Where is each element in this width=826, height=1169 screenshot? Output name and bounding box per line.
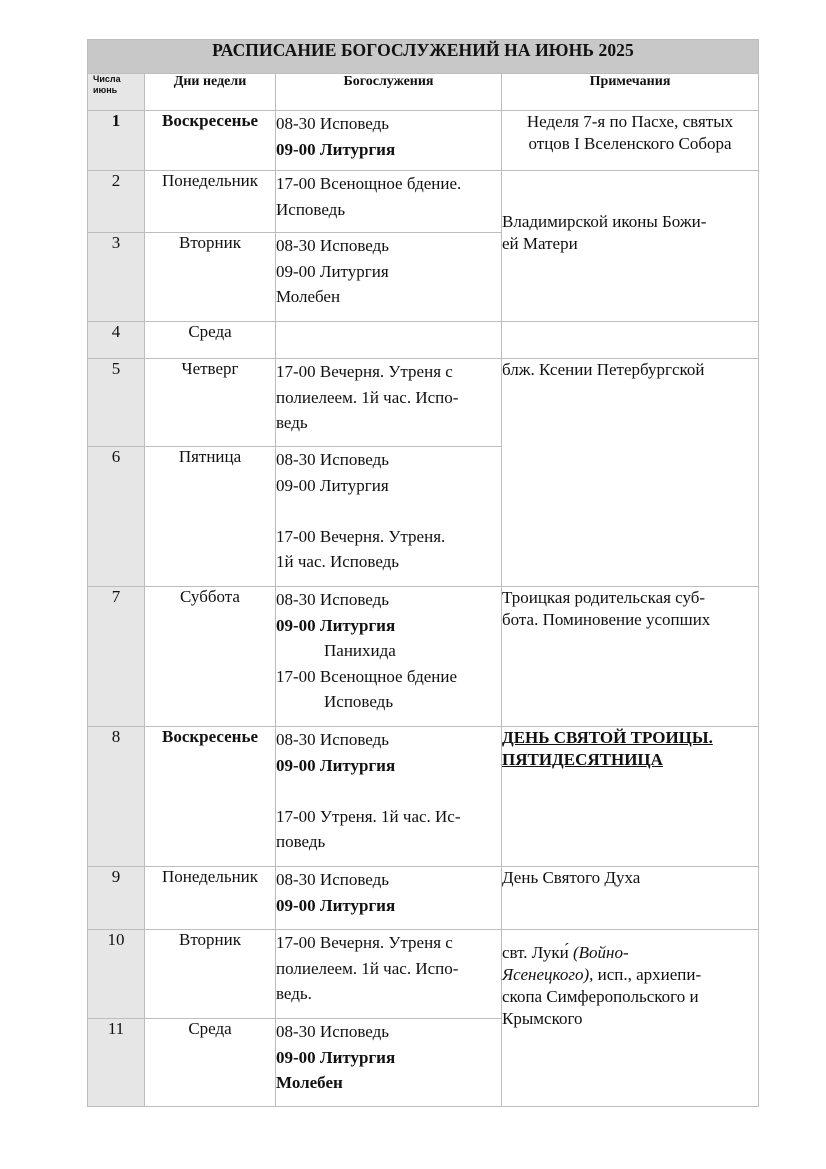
feast-title: ДЕНЬ СВЯТОЙ ТРОИЦЫ.	[502, 728, 713, 747]
weekday-cell: Понедельник	[145, 867, 276, 930]
note-cell: День Святого Духа	[502, 867, 759, 930]
note-cell: Неделя 7-я по Пасхе, святых отцов I Вселенского Собора	[502, 111, 759, 171]
table-row	[88, 727, 759, 867]
service-line: 17-00 Всенощное бдение.	[276, 174, 462, 193]
service-line: 17-00 Утреня. 1й час. Ис-	[276, 806, 461, 826]
service-line: полиелеем. 1й час. Испо-	[276, 387, 459, 407]
service-line: 08-30 Исповедь	[276, 1022, 389, 1041]
service-line: 09-00 Литургия	[276, 475, 389, 495]
date-cell: 8	[88, 727, 145, 867]
services-cell	[276, 233, 502, 322]
services-cell	[276, 322, 502, 359]
services-cell	[276, 447, 502, 587]
date-cell: 7	[88, 587, 145, 727]
service-line: Панихида	[324, 641, 396, 660]
service-line: 09-00 Литургия	[276, 895, 396, 915]
note-cell: блж. Ксении Петербургской	[502, 359, 759, 587]
date-cell: 5	[88, 359, 145, 447]
table-row	[88, 867, 759, 930]
weekday-cell: Пятница	[145, 447, 276, 587]
service-line: 08-30 Исповедь	[276, 236, 389, 255]
date-cell: 4	[88, 322, 145, 359]
service-line: Исповедь	[276, 199, 346, 219]
service-line: 09-00 Литургия	[276, 139, 396, 159]
note-cell: свт. Луки́ (Войно- Ясенецкого), исп., архиепи- скопа Симферопольского и Крымского	[502, 930, 759, 1107]
weekday-cell: Воскресенье	[145, 111, 276, 171]
weekday-cell: Вторник	[145, 930, 276, 1019]
service-line: 08-30 Исповедь	[276, 450, 389, 469]
service-line: 08-30 Исповедь	[276, 870, 389, 889]
services-cell	[276, 359, 502, 447]
date-cell: 10	[88, 930, 145, 1019]
weekday-cell: Среда	[145, 322, 276, 359]
service-line: 17-00 Всенощное бдение	[276, 666, 457, 686]
date-cell: 9	[88, 867, 145, 930]
services-cell	[276, 587, 502, 727]
service-line: Молебен	[276, 1073, 343, 1092]
service-line: 08-30 Исповедь	[276, 114, 389, 133]
note-cell: Троицкая родительская суб- бота. Поминовение усопших	[502, 587, 759, 727]
service-line: 09-00 Литургия	[276, 1047, 396, 1067]
note-cell	[502, 322, 759, 359]
column-header-services: Богослужения	[276, 74, 502, 111]
table-row	[88, 171, 759, 233]
feast-subtitle: ПЯТИДЕСЯТНИЦА	[502, 750, 663, 769]
service-line: ведь	[276, 413, 308, 432]
table-row	[88, 111, 759, 171]
table-row	[88, 359, 759, 447]
service-line: 17-00 Вечерня. Утреня с	[276, 933, 453, 952]
note-cell: Владимирской иконы Божи- ей Матери	[502, 171, 759, 322]
schedule-table	[87, 39, 759, 1107]
weekday-cell: Среда	[145, 1019, 276, 1107]
date-cell: 11	[88, 1019, 145, 1107]
date-cell: 6	[88, 447, 145, 587]
service-line: поведь	[276, 832, 326, 851]
date-cell: 2	[88, 171, 145, 233]
table-row	[88, 587, 759, 727]
service-spacer	[276, 498, 501, 524]
service-line: 08-30 Исповедь	[276, 730, 389, 749]
column-header-notes: Примечания	[502, 74, 759, 111]
weekday-cell: Воскресенье	[145, 727, 276, 867]
service-line: 08-30 Исповедь	[276, 590, 389, 609]
service-line: Молебен	[276, 287, 341, 306]
note-cell	[502, 727, 759, 867]
weekday-cell: Вторник	[145, 233, 276, 322]
services-cell	[276, 111, 502, 171]
service-line: 09-00 Литургия	[276, 261, 389, 281]
service-line: ведь.	[276, 984, 312, 1003]
service-line: 17-00 Вечерня. Утреня.	[276, 526, 446, 546]
column-header-date: Числа июнь	[88, 74, 145, 111]
service-line: 17-00 Вечерня. Утреня с	[276, 362, 453, 381]
schedule-title: РАСПИСАНИЕ БОГОСЛУЖЕНИЙ НА ИЮНЬ 2025	[88, 40, 759, 74]
service-spacer	[276, 778, 501, 804]
service-line: 09-00 Литургия	[276, 615, 396, 635]
services-cell	[276, 930, 502, 1019]
table-row	[88, 322, 759, 359]
service-line: Исповедь	[324, 692, 394, 711]
weekday-cell: Понедельник	[145, 171, 276, 233]
date-cell: 1	[88, 111, 145, 171]
services-cell	[276, 171, 502, 233]
weekday-cell: Суббота	[145, 587, 276, 727]
service-line: полиелеем. 1й час. Испо-	[276, 958, 459, 978]
weekday-cell: Четверг	[145, 359, 276, 447]
service-line: 09-00 Литургия	[276, 755, 396, 775]
column-header-weekday: Дни недели	[145, 74, 276, 111]
services-cell	[276, 727, 502, 867]
services-cell	[276, 1019, 502, 1107]
services-cell	[276, 867, 502, 930]
table-row	[88, 930, 759, 1019]
service-line: 1й час. Исповедь	[276, 552, 400, 571]
date-cell: 3	[88, 233, 145, 322]
